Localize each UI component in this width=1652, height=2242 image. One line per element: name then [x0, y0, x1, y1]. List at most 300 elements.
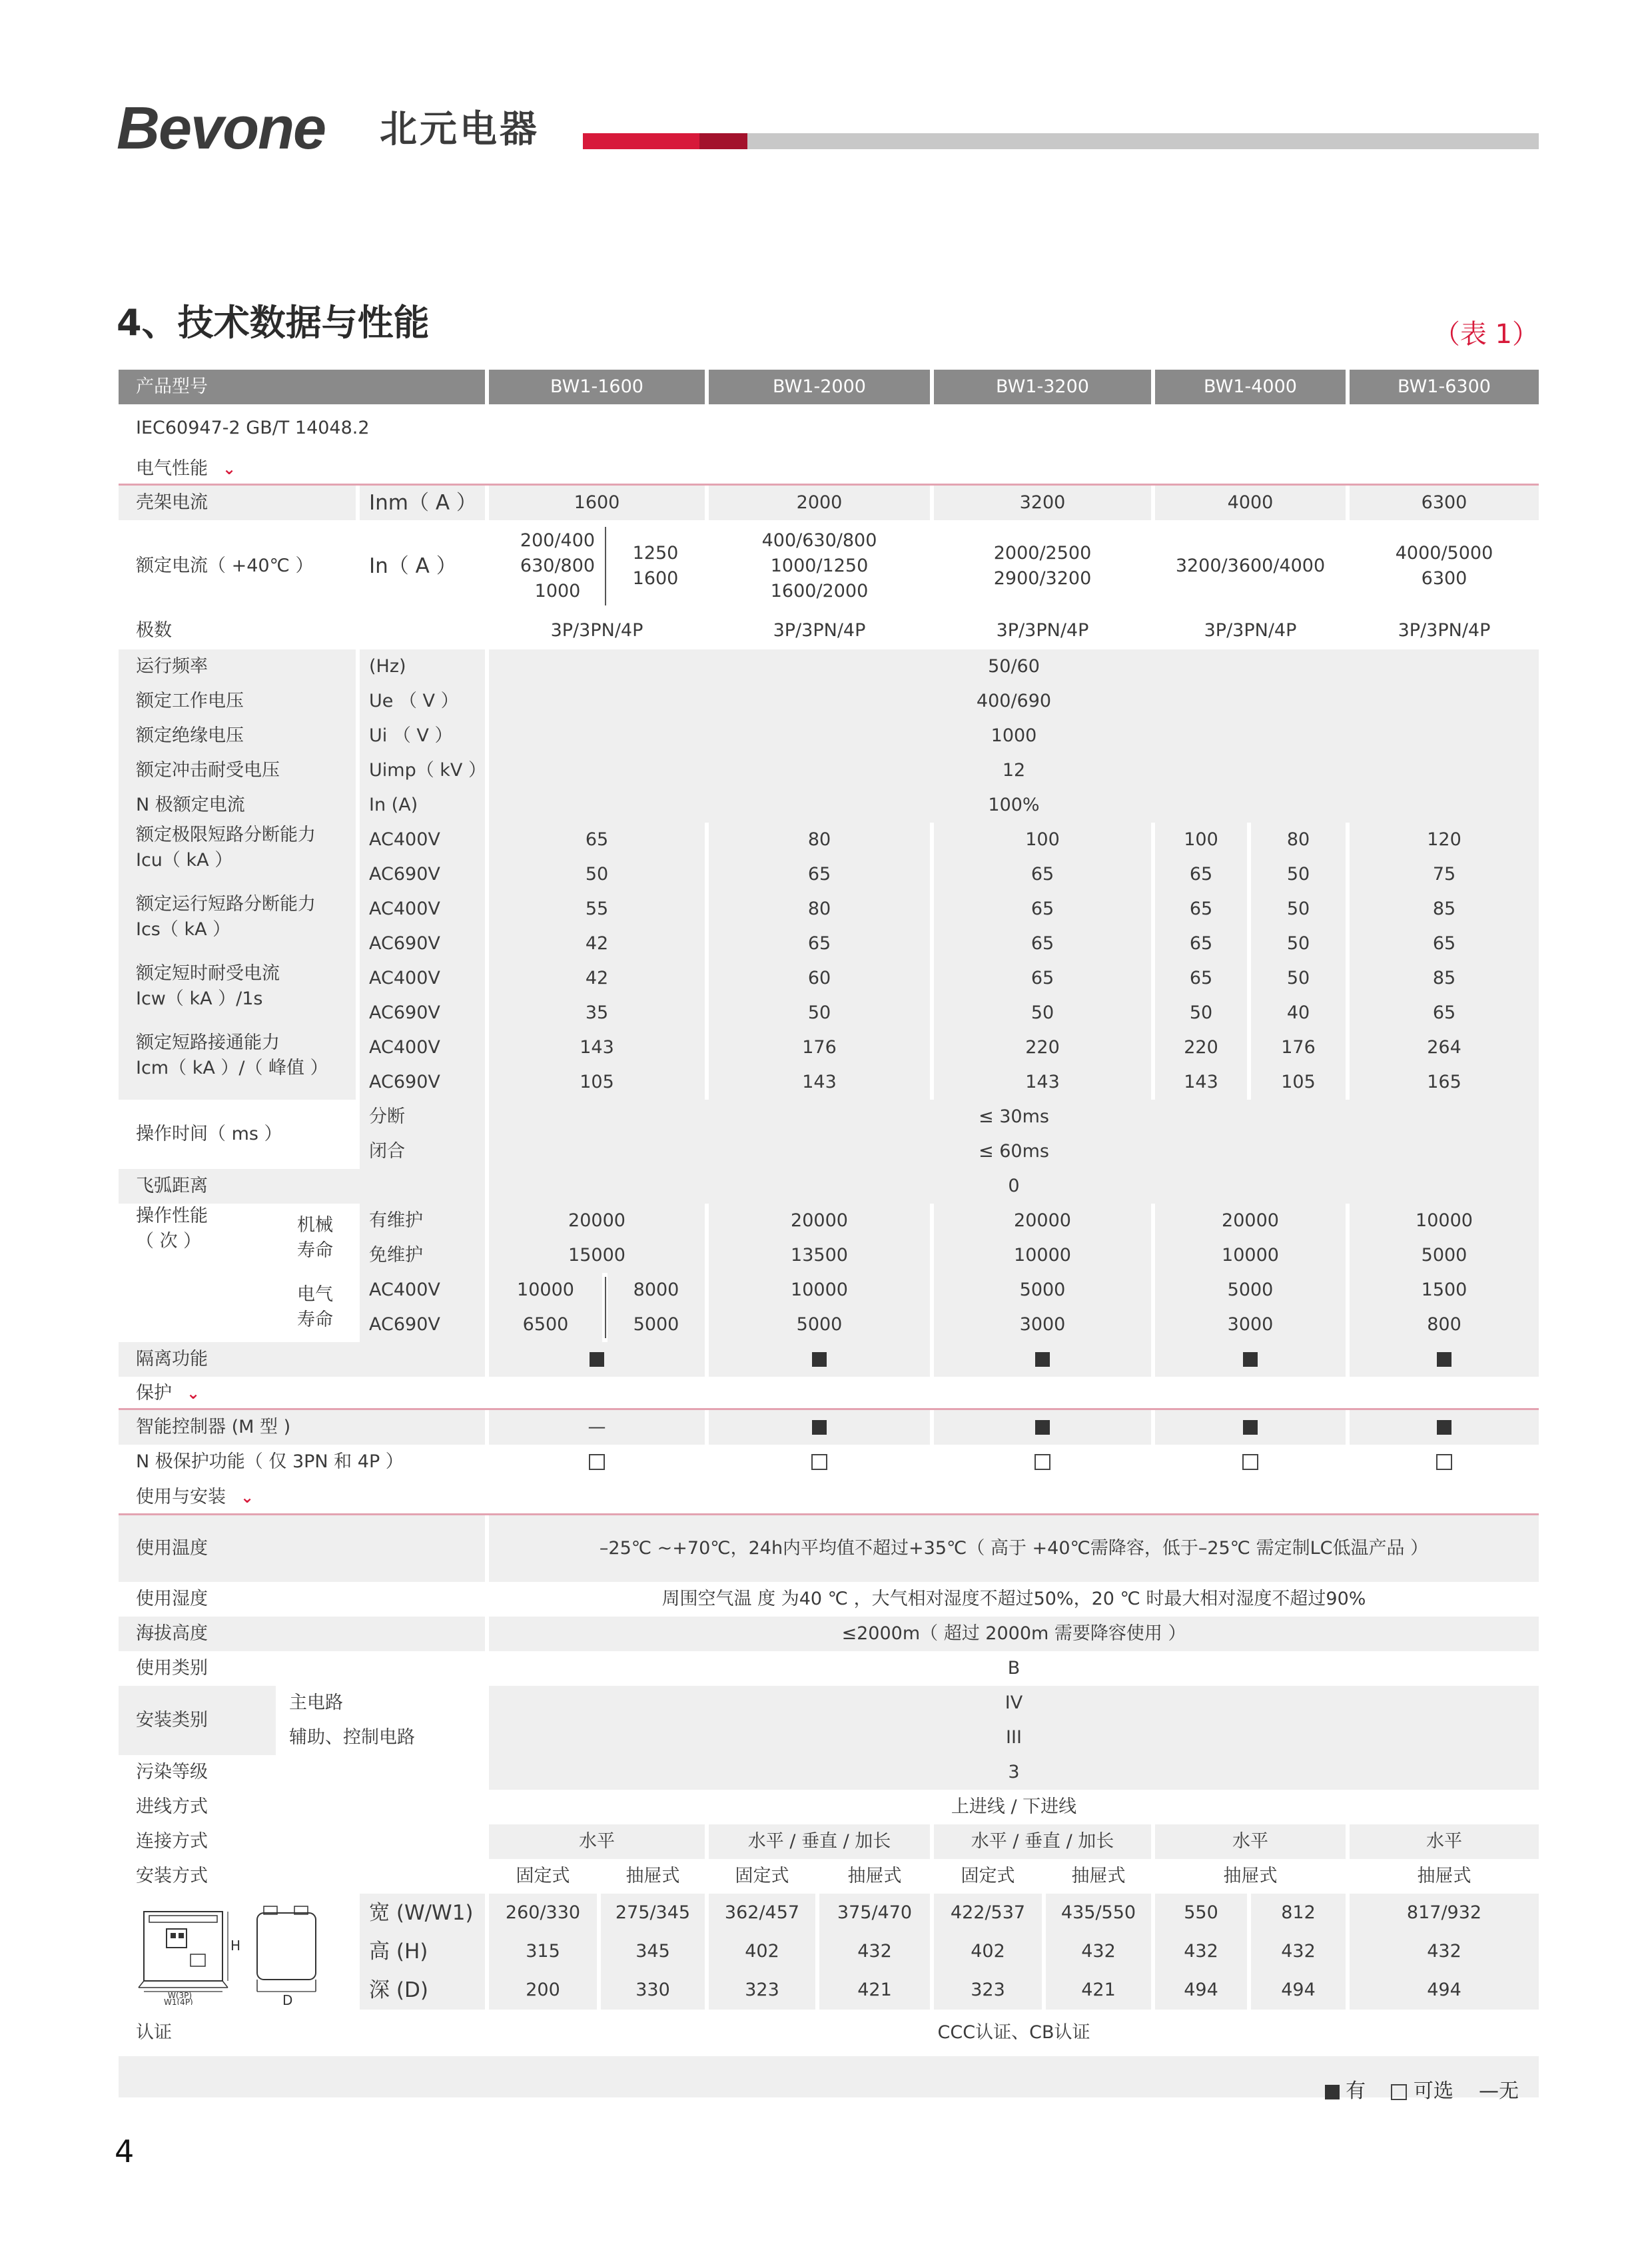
table-cell: 200/400 [520, 530, 596, 551]
table-cell: 176 [709, 1030, 930, 1065]
row-unit: 深 (D) [360, 1971, 485, 2010]
row-label: 认证 [136, 2022, 172, 2043]
table-cell: 3P/3PN/4P [996, 620, 1089, 641]
row-label: 额定冲击耐受电压 [119, 753, 356, 788]
row-label: 安装方式 [136, 1866, 208, 1886]
installation-heading [119, 1479, 518, 1515]
table-row [119, 1169, 1539, 1204]
row-unit: In（ A ） [369, 554, 457, 578]
table-cell: 3P/3PN/4P [550, 620, 643, 641]
table-cell: 105 [1251, 1065, 1346, 1100]
table-cell: 42 [489, 961, 705, 996]
voltage-label: AC400V [360, 1030, 485, 1065]
table-cell: ≤ 30ms [489, 1100, 1539, 1134]
empty-square-icon [1436, 1454, 1452, 1470]
table-cell: 80 [1251, 823, 1346, 857]
row-label: 智能控制器 (M 型 ) [119, 1410, 485, 1445]
table-cell: 3000 [1155, 1308, 1346, 1342]
row-unit: Inm（ A ） [360, 486, 485, 520]
filled-square-icon [1035, 1352, 1050, 1367]
row-unit: 免维护 [360, 1238, 485, 1273]
table-cell: 1000 [534, 581, 581, 601]
table-cell: 315 [489, 1932, 597, 1971]
table-cell: 120 [1350, 823, 1539, 857]
table-cell: CCC认证、CB认证 [937, 2022, 1090, 2043]
table-row [119, 1445, 1539, 1479]
table-cell: 3200 [934, 486, 1151, 520]
legend [1325, 2077, 1519, 2106]
row-label: 壳架电流 [119, 486, 356, 520]
row-label: 额定极限短路分断能力 [136, 825, 316, 845]
row-unit: Uimp（ kV ） [360, 753, 485, 788]
row-unit: Ui （ V ） [360, 719, 485, 753]
table-cell: 65 [1350, 996, 1539, 1030]
table-cell: 12 [489, 753, 1539, 788]
table-cell: 275/345 [601, 1894, 705, 1932]
table-cell: 5000 [709, 1308, 930, 1342]
table-cell: 432 [1155, 1932, 1247, 1971]
table-cell: 抽屉式 [847, 1866, 902, 1886]
table-cell: IV [489, 1686, 1539, 1720]
table-cell [489, 1342, 705, 1377]
table-cell: 10000 [489, 1273, 602, 1308]
diagram-label-h: H [230, 1938, 241, 1954]
table-cell: 402 [709, 1932, 815, 1971]
installation-heading-text: 使用与安装 [136, 1487, 226, 1507]
table-cell: 3P/3PN/4P [773, 620, 866, 641]
table-cell: 55 [489, 892, 705, 927]
row-label: 飞弧距离 [119, 1169, 485, 1204]
table-cell [1350, 1410, 1539, 1445]
table-cell [709, 1410, 930, 1445]
model-header: BW1-3200 [934, 370, 1151, 404]
table-cell [709, 1445, 930, 1479]
table-cell: 345 [601, 1932, 705, 1971]
table-cell: 水平 [1155, 1824, 1346, 1859]
table-row [119, 1932, 1539, 1971]
table-row [119, 857, 1539, 892]
page-number: 4 [115, 2133, 135, 2169]
table-cell: ≤2000m（ 超过 2000m 需要降容使用 ） [489, 1617, 1539, 1651]
table-row [119, 753, 1539, 788]
row-label: （ 次 ） [136, 1231, 202, 1252]
table-row [119, 788, 1539, 823]
table-cell: 10000 [1350, 1204, 1539, 1238]
table-cell: 422/537 [934, 1894, 1042, 1932]
table-cell: 105 [489, 1065, 705, 1100]
row-unit: (Hz) [360, 649, 485, 684]
standard-row [119, 404, 1539, 452]
table-cell: 1600 [489, 486, 705, 520]
page-header [0, 0, 1652, 173]
table-cell: 固定式 [516, 1866, 570, 1886]
table-row [119, 892, 1539, 940]
table-cell: 402 [934, 1932, 1042, 1971]
empty-square-icon [1034, 1454, 1050, 1470]
table-cell: 6300 [1421, 568, 1467, 589]
table-row [119, 1971, 1539, 2010]
row-label: 使用温度 [119, 1515, 485, 1582]
voltage-label: AC400V [360, 961, 485, 996]
diagram-label-d: D [282, 1992, 293, 2005]
table-cell: 812 [1251, 1894, 1346, 1932]
empty-square-icon [1242, 1454, 1258, 1470]
table-cell: 432 [1350, 1932, 1539, 1971]
table-row [119, 612, 1539, 649]
legend-none: —无 [1479, 2079, 1519, 2103]
table-cell: 20000 [489, 1204, 705, 1238]
table-cell: –25℃ ~+70℃，24h内平均值不超过+35℃（ 高于 +40℃需降容，低于–25℃ 需定制LC低温产品 ） [489, 1515, 1539, 1582]
row-label: Icw（ kA ）/1s [136, 988, 263, 1009]
voltage-label: AC690V [360, 1308, 485, 1342]
table-row [119, 1582, 1539, 1617]
table-cell: B [1007, 1658, 1021, 1679]
table-cell: 10000 [709, 1273, 930, 1308]
protection-heading [119, 1377, 518, 1410]
table-row [119, 1342, 1539, 1377]
table-cell: 65 [1155, 927, 1247, 961]
table-cell: 3P/3PN/4P [1398, 620, 1491, 641]
filled-square-icon [812, 1420, 827, 1435]
model-header: BW1-4000 [1155, 370, 1346, 404]
table-cell: 1250 [632, 543, 679, 563]
table-cell: 60 [709, 961, 930, 996]
table-cell: 50 [489, 857, 705, 892]
filled-square-icon [812, 1352, 827, 1367]
table-row [119, 1065, 1539, 1100]
table-cell: 50 [1251, 892, 1346, 927]
table-cell: 1000/1250 [770, 556, 869, 576]
table-cell: 50 [1251, 927, 1346, 961]
table-cell: — [489, 1410, 705, 1445]
table-row [119, 927, 1539, 961]
table-cell: 5000 [1350, 1238, 1539, 1273]
table-cell: 143 [1155, 1065, 1247, 1100]
table-row [119, 1720, 1539, 1755]
filled-square-icon [1437, 1352, 1451, 1367]
table-row [119, 1755, 1539, 1790]
table-header-row [119, 370, 1539, 404]
table-cell: 65 [709, 927, 930, 961]
section-title: 4、技术数据与性能 [117, 302, 430, 344]
table-cell: 5000 [608, 1308, 705, 1342]
brand-logo: Bevone [117, 95, 326, 162]
table-cell: 494 [1155, 1971, 1247, 2010]
table-cell: 400/690 [489, 684, 1539, 719]
table-cell: 400/630/800 [761, 530, 877, 551]
table-row [119, 961, 1539, 1009]
table-row [119, 1686, 1539, 1730]
standard-text: IEC60947-2 GB/T 14048.2 [136, 418, 370, 438]
voltage-label: AC690V [360, 996, 485, 1030]
table-cell [934, 1410, 1151, 1445]
table-cell: 65 [934, 892, 1151, 927]
table-row [119, 1100, 1539, 1144]
table-cell: 75 [1350, 857, 1539, 892]
row-label: 隔离功能 [119, 1342, 485, 1377]
table-cell: 100 [934, 823, 1151, 857]
row-label: 海拔高度 [119, 1617, 485, 1651]
table-cell: 176 [1251, 1030, 1346, 1065]
table-cell: 抽屉式 [625, 1866, 680, 1886]
table-row [119, 1410, 1539, 1445]
table-cell: 264 [1350, 1030, 1539, 1065]
table-cell: 65 [709, 857, 930, 892]
table-cell: 6500 [489, 1308, 602, 1342]
filled-square-icon [1243, 1420, 1258, 1435]
table-cell: 固定式 [961, 1866, 1015, 1886]
chevron-down-icon: ⌄ [187, 1384, 201, 1403]
spec-table [119, 370, 1539, 2097]
table-cell: 0 [489, 1169, 1539, 1204]
table-cell: 435/550 [1046, 1894, 1151, 1932]
table-cell: 20000 [1155, 1204, 1346, 1238]
table-cell: 3000 [934, 1308, 1151, 1342]
row-label: 操作性能 [136, 1206, 208, 1226]
table-cell: 固定式 [735, 1866, 789, 1886]
table-cell: 4000 [1155, 486, 1346, 520]
table-row [119, 649, 1539, 684]
table-cell: 65 [934, 927, 1151, 961]
table-cell: 周围空气温 度 为40 ℃ ，大气相对湿度不超过50%，20 ℃ 时最大相对湿度不超过90% [661, 1589, 1366, 1609]
table-row [119, 684, 1539, 719]
brand-logo-chinese: 北元电器 [380, 108, 540, 151]
table-cell: 50 [709, 996, 930, 1030]
row-label: 额定运行短路分断能力 [136, 894, 316, 915]
legend-empty: 可选 [1413, 2079, 1453, 2103]
model-header: BW1-2000 [709, 370, 930, 404]
rated-current-group [709, 520, 930, 612]
table-row [119, 1134, 1539, 1169]
table-row [119, 1651, 1539, 1686]
electrical-heading [119, 452, 518, 486]
header-bar-accent [583, 133, 699, 149]
row-label: 寿命 [297, 1309, 333, 1330]
table-cell: 50/60 [489, 649, 1539, 684]
empty-square-icon [1391, 2084, 1407, 2100]
table-cell: 65 [1155, 857, 1247, 892]
diagram-label-w1: W1(4P) [164, 1998, 193, 2005]
table-cell: 50 [1251, 961, 1346, 996]
table-row [119, 1308, 1539, 1342]
table-cell: 494 [1251, 1971, 1346, 2010]
table-cell: 80 [709, 823, 930, 857]
table-cell: 4000/5000 [1395, 543, 1493, 563]
row-label: 进线方式 [136, 1796, 208, 1817]
table-cell: 165 [1350, 1065, 1539, 1100]
table-row [119, 1824, 1539, 1859]
table-cell: 143 [709, 1065, 930, 1100]
section-heading [119, 452, 1539, 486]
row-label: 极数 [136, 620, 172, 641]
table-cell: 6300 [1350, 486, 1539, 520]
table-cell: 65 [934, 857, 1151, 892]
row-unit: 有维护 [360, 1204, 485, 1238]
table-cell: 10000 [1155, 1238, 1346, 1273]
row-label: 额定工作电压 [119, 684, 356, 719]
row-label: N 极保护功能（ 仅 3PN 和 4P ） [136, 1451, 404, 1472]
row-label: 使用湿度 [136, 1589, 208, 1609]
table-cell [934, 1342, 1151, 1377]
table-cell: 水平 [489, 1824, 705, 1859]
table-cell: 13500 [709, 1238, 930, 1273]
table-cell: 抽屉式 [1071, 1866, 1126, 1886]
table-cell: 40 [1251, 996, 1346, 1030]
table-cell: 85 [1350, 892, 1539, 927]
table-cell: 323 [709, 1971, 815, 2010]
table-cell: 432 [1251, 1932, 1346, 1971]
table-cell: 水平 / 垂直 / 加长 [709, 1824, 930, 1859]
empty-square-icon [811, 1454, 827, 1470]
chevron-down-icon: ⌄ [240, 1488, 254, 1507]
table-cell: 143 [489, 1030, 705, 1065]
table-cell: 1600/2000 [770, 581, 869, 601]
table-cell: 1500 [1350, 1273, 1539, 1308]
table-cell: 抽屉式 [1417, 1866, 1471, 1886]
row-unit: In (A) [360, 788, 485, 823]
table-row [119, 2010, 1539, 2056]
row-label: 运行频率 [119, 649, 356, 684]
table-cell: 20000 [709, 1204, 930, 1238]
table-row [119, 996, 1539, 1030]
row-unit: 分断 [360, 1100, 485, 1134]
table-row [119, 486, 1539, 520]
voltage-label: AC400V [360, 892, 485, 927]
voltage-label: AC400V [360, 1273, 485, 1308]
rated-current-group [934, 520, 1151, 612]
table-cell [934, 1445, 1151, 1479]
row-unit: 主电路 [289, 1692, 343, 1713]
header-bar-accent-dark [699, 133, 747, 149]
table-cell [1350, 1342, 1539, 1377]
filled-square-icon [1437, 1420, 1451, 1435]
table-cell: 800 [1350, 1308, 1539, 1342]
table-cell: 100 [1155, 823, 1247, 857]
table-cell: 8000 [608, 1273, 705, 1308]
table-reference: （表 1） [1433, 319, 1539, 350]
row-label: 额定电流（ +40℃ ） [136, 556, 314, 576]
row-label: 连接方式 [136, 1831, 208, 1852]
voltage-label: AC400V [360, 823, 485, 857]
row-unit: 宽 (W/W1) [360, 1894, 485, 1932]
table-cell: 220 [1155, 1030, 1247, 1065]
table-cell: 50 [1251, 857, 1346, 892]
table-cell: 260/330 [489, 1894, 597, 1932]
table-cell: 65 [1155, 892, 1247, 927]
table-cell: 上进线 / 下进线 [951, 1796, 1077, 1817]
table-cell [489, 1445, 705, 1479]
diagram-label-w: W(3P) [168, 1991, 193, 2000]
table-cell: 65 [1350, 927, 1539, 961]
row-label: 安装类别 [119, 1686, 276, 1755]
table-row [119, 1515, 1539, 1582]
row-unit: Ue （ V ） [360, 684, 485, 719]
table-cell: 421 [1046, 1971, 1151, 2010]
row-unit: 闭合 [360, 1134, 485, 1169]
table-cell: 3200/3600/4000 [1175, 556, 1326, 576]
table-row [119, 520, 1539, 612]
table-cell: 2000/2500 [993, 543, 1092, 563]
table-cell: III [489, 1720, 1539, 1755]
table-cell [709, 1342, 930, 1377]
table-row [119, 1238, 1539, 1273]
table-row [119, 1859, 1539, 1894]
table-cell: 35 [489, 996, 705, 1030]
table-row [119, 1790, 1539, 1824]
row-label: 额定短时耐受电流 [136, 963, 280, 984]
rated-current-group [606, 520, 705, 612]
row-label: 机械 [297, 1215, 333, 1236]
table-cell [1155, 1445, 1346, 1479]
table-cell: 100% [489, 788, 1539, 823]
table-cell: 50 [1155, 996, 1247, 1030]
table-cell: 85 [1350, 961, 1539, 996]
table-row [119, 1617, 1539, 1651]
table-cell: 65 [1155, 961, 1247, 996]
filled-square-icon [1325, 2085, 1340, 2099]
table-cell: 1000 [489, 719, 1539, 753]
voltage-label: AC690V [360, 1065, 485, 1100]
table-row [119, 823, 1539, 871]
table-row [119, 719, 1539, 753]
table-cell: 432 [1046, 1932, 1151, 1971]
table-cell: 330 [601, 1971, 705, 2010]
row-unit: 辅助、控制电路 [289, 1727, 415, 1748]
table-cell: 3P/3PN/4P [1204, 620, 1297, 641]
table-cell: 1600 [632, 568, 679, 589]
row-label: 操作时间（ ms ） [136, 1124, 282, 1144]
table-cell: 10000 [934, 1238, 1151, 1273]
chevron-down-icon: ⌄ [222, 460, 236, 478]
filled-square-icon [1243, 1352, 1258, 1367]
table-cell: 水平 [1350, 1824, 1539, 1859]
table-cell: 323 [934, 1971, 1042, 2010]
row-label: Icm（ kA ）/（ 峰值 ） [136, 1058, 328, 1078]
voltage-label: AC690V [360, 857, 485, 892]
table-cell: 2000 [709, 486, 930, 520]
protection-heading-text: 保护 [136, 1383, 172, 1403]
table-cell: 80 [709, 892, 930, 927]
filled-square-icon [1035, 1420, 1050, 1435]
row-label: 污染等级 [136, 1762, 208, 1782]
table-cell: 362/457 [709, 1894, 815, 1932]
model-header: BW1-1600 [489, 370, 705, 404]
table-cell [1155, 1410, 1346, 1445]
table-cell: 水平 / 垂直 / 加长 [934, 1824, 1151, 1859]
table-cell [1350, 1445, 1539, 1479]
table-cell: 550 [1155, 1894, 1247, 1932]
row-label: 使用类别 [136, 1658, 208, 1679]
row-label: 额定短路接通能力 [136, 1032, 280, 1053]
table-cell: 65 [934, 961, 1151, 996]
voltage-label: AC690V [360, 927, 485, 961]
table-cell: 50 [934, 996, 1151, 1030]
section-heading [119, 1479, 1539, 1515]
section-heading [119, 1377, 1539, 1410]
table-cell: 421 [819, 1971, 930, 2010]
electrical-heading-text: 电气性能 [136, 458, 208, 479]
legend-filled: 有 [1346, 2079, 1366, 2103]
model-header: BW1-6300 [1350, 370, 1539, 404]
table-cell: 143 [934, 1065, 1151, 1100]
table-cell: 42 [489, 927, 705, 961]
table-cell: 20000 [934, 1204, 1151, 1238]
table-row [119, 1030, 1539, 1078]
table-cell: 3 [489, 1755, 1539, 1790]
table-cell: 817/932 [1350, 1894, 1539, 1932]
row-label: 额定绝缘电压 [119, 719, 356, 753]
table-cell: 65 [489, 823, 705, 857]
